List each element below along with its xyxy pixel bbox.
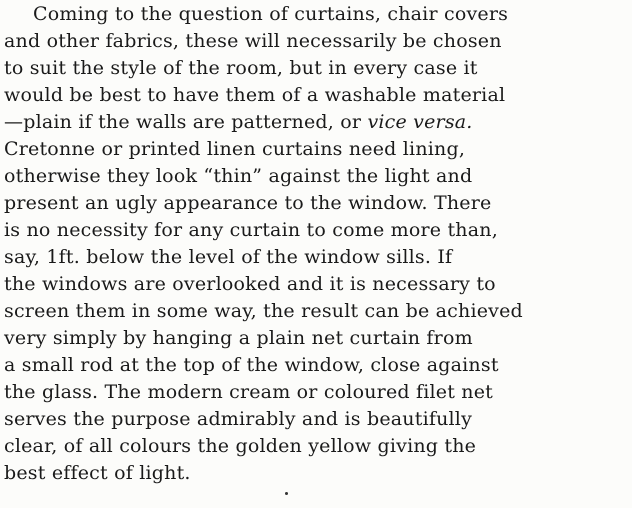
text-line-content: best effect of light. (4, 462, 191, 484)
text-line (4, 191, 491, 215)
text-line-content: screen them in some way, the result can be achieved (4, 300, 523, 322)
text-line (4, 110, 473, 134)
text-line (4, 272, 496, 296)
text-line (4, 461, 191, 485)
text-line-content: say, 1ft. below the level of the window sills. If (4, 246, 453, 268)
text-line (4, 380, 493, 404)
text-line (4, 299, 523, 323)
text-line (33, 2, 508, 26)
text-line-content: serves the purpose admirably and is beautifully (4, 408, 472, 430)
text-line-content: Cretonne or printed linen curtains need lining, (4, 138, 466, 160)
text-line (4, 29, 502, 53)
text-line (4, 164, 472, 188)
text-line (4, 407, 472, 431)
text-line (4, 137, 465, 161)
text-line (4, 353, 499, 377)
text-line-content: clear, of all colours the golden yellow giving the (4, 435, 477, 457)
text-line-content: present an ugly appearance to the window. There (4, 192, 492, 214)
text-line (4, 326, 473, 350)
text-line (4, 245, 452, 269)
text-line-content: the glass. The modern cream or coloured filet net (4, 381, 494, 403)
text-line-content: —plain if the walls are patterned, or (4, 111, 368, 133)
italic-phrase: vice versa. (367, 111, 473, 133)
text-line-content: is no necessity for any curtain to come more than, (4, 219, 498, 241)
text-line (4, 434, 476, 458)
text-line-content: the windows are overlooked and it is necessary to (4, 273, 496, 295)
text-line-content: very simply by hanging a plain net curtain from (4, 327, 473, 349)
text-line (4, 83, 505, 107)
text-line-content: to suit the style of the room, but in every case it (4, 57, 478, 79)
ink-speck (285, 492, 288, 495)
text-line-content: Coming to the question of curtains, chair covers (33, 3, 509, 25)
text-line (4, 218, 498, 242)
text-line-content: would be best to have them of a washable material (4, 84, 506, 106)
text-line-content: and other fabrics, these will necessarily be chosen (4, 30, 502, 52)
text-line (4, 56, 478, 80)
text-line-content: a small rod at the top of the window, close against (4, 354, 499, 376)
text-line-content: otherwise they look “thin” against the light and (4, 165, 473, 187)
